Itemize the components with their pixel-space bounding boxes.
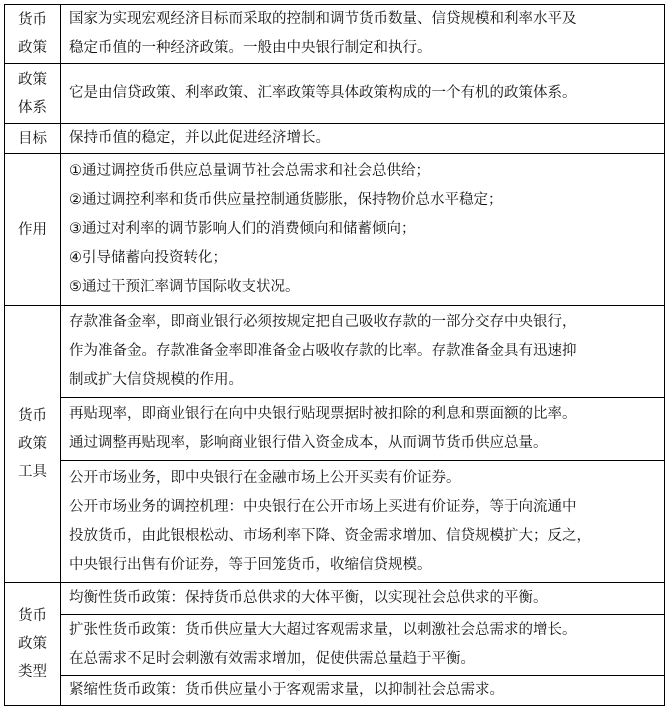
row-content-system: 它是由信贷政策、利率政策、汇率政策等具体政策构成的一个有机的政策体系。 xyxy=(61,64,665,124)
tool-rediscount-rate: 再贴现率，即商业银行在向中央银行贴现票据时被扣除的利息和票面额的比率。 通过调整再贴现率，影响商业银行借入资金成本，从而调节货币供应总量。 xyxy=(61,398,665,461)
row-content-definition: 国家为实现宏观经济目标而采取的控制和调节货币数量、信贷规模和利率水平及 稳定币值的一种经济政策。一般由中央银行制定和执行。 xyxy=(61,5,665,64)
row-header-types: 货币 政策 类型 xyxy=(5,583,61,706)
row-goal xyxy=(5,124,665,154)
row-types-balanced xyxy=(5,583,665,615)
row-header-definition: 货币 政策 xyxy=(5,5,61,64)
row-header-tools: 货币 政策 工具 xyxy=(5,306,61,583)
row-definition xyxy=(5,5,665,64)
tool-reserve-ratio: 存款准备金率，即商业银行必须按规定把自己吸收存款的一部分交存中央银行， 作为准备金。存款准备金率即准备金占吸收存款的比率。存款准备金具有迅速抑 制或扩大信贷规模的作用。 xyxy=(61,306,665,398)
row-content-goal: 保持币值的稳定，并以此促进经济增长。 xyxy=(61,124,665,154)
row-function xyxy=(5,154,665,306)
row-header-goal: 目标 xyxy=(5,124,61,154)
row-header-function: 作用 xyxy=(5,154,61,306)
tool-open-market: 公开市场业务，即中央银行在金融市场上公开买卖有价证券。 公开市场业务的调控机理：中央银行在公开市场上买进有价证券，等于向流通中 投放货币，由此银根松动、市场利率下降、资金需求增加、信贷规模扩大；反之， 中央银行出售有价证券，等于回笼货币，收缩信贷规模。 xyxy=(61,461,665,583)
type-contractionary: 紧缩性货币政策：货币供应量小于客观需求量，以抑制社会总需求。 xyxy=(61,676,665,706)
row-tools-reserve xyxy=(5,306,665,398)
monetary-policy-table xyxy=(4,4,665,706)
row-tools-open-market xyxy=(5,461,665,583)
row-types-contractionary xyxy=(5,676,665,706)
row-tools-rediscount xyxy=(5,398,665,461)
type-balanced: 均衡性货币政策：保持货币总供求的大体平衡，以实现社会总供求的平衡。 xyxy=(61,583,665,615)
row-content-function: ①通过调控货币供应总量调节社会总需求和社会总供给； ②通过调控利率和货币供应量控制通货膨胀，保持物价总水平稳定； ③通过对利率的调节影响人们的消费倾向和储蓄倾向； ④引导储蓄向投资转化； ⑤通过干预汇率调节国际收支状况。 xyxy=(61,154,665,306)
row-types-expansionary xyxy=(5,615,665,676)
type-expansionary: 扩张性货币政策：货币供应量大大超过客观需求量，以刺激社会总需求的增长。 在总需求不足时会刺激有效需求增加，促使供需总量趋于平衡。 xyxy=(61,615,665,676)
row-system xyxy=(5,64,665,124)
row-header-system: 政策 体系 xyxy=(5,64,61,124)
